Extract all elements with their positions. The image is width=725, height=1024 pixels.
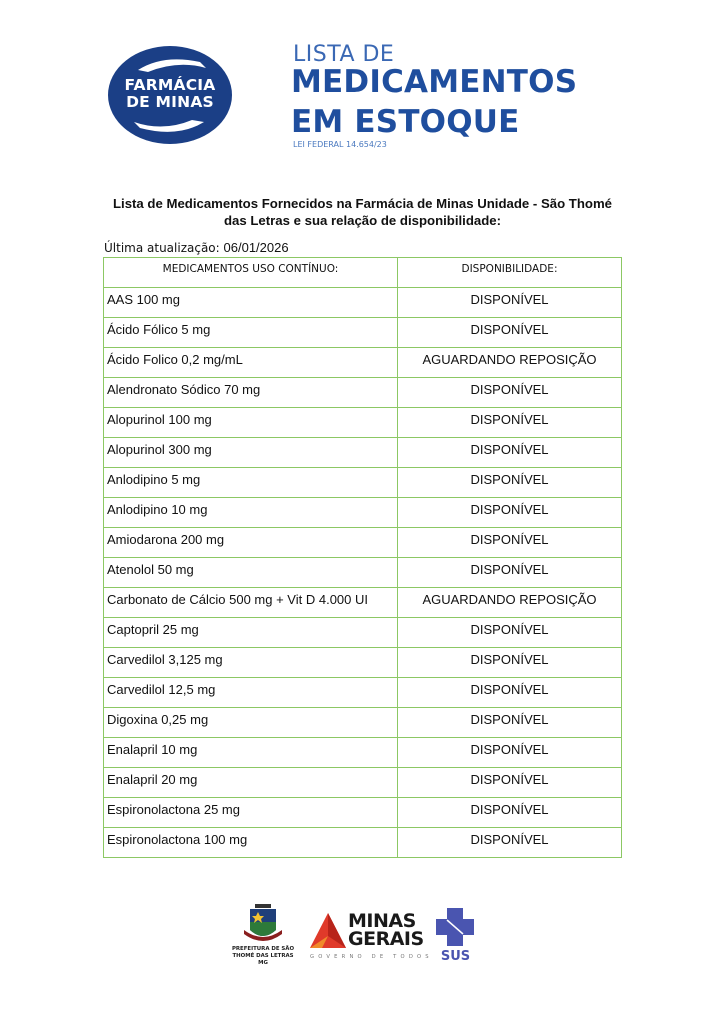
minas-gerais-triangle-icon: [308, 910, 348, 952]
availability-status: DISPONÍVEL: [398, 828, 622, 858]
title-line2: MEDICAMENTOS: [291, 64, 578, 100]
table-row: [104, 528, 622, 558]
table-row: [104, 738, 622, 768]
table-row: [104, 768, 622, 798]
medication-name: Carvedilol 12,5 mg: [104, 678, 398, 708]
medication-name: Carvedilol 3,125 mg: [104, 648, 398, 678]
table-row: [104, 618, 622, 648]
availability-status: DISPONÍVEL: [398, 468, 622, 498]
medication-name: Alendronato Sódico 70 mg: [104, 378, 398, 408]
medication-name: Enalapril 10 mg: [104, 738, 398, 768]
mg-line2: GERAIS: [348, 928, 424, 950]
table-body: [104, 288, 622, 858]
sus-cross-icon: [433, 906, 478, 948]
medication-name: Digoxina 0,25 mg: [104, 708, 398, 738]
logo-text-line1: FARMÁCIA: [124, 76, 216, 94]
column-header-availability: DISPONIBILIDADE:: [398, 258, 622, 288]
availability-status: DISPONÍVEL: [398, 408, 622, 438]
availability-status: DISPONÍVEL: [398, 738, 622, 768]
medication-name: AAS 100 mg: [104, 288, 398, 318]
medication-name: Anlodipino 10 mg: [104, 498, 398, 528]
availability-status: DISPONÍVEL: [398, 558, 622, 588]
availability-status: DISPONÍVEL: [398, 648, 622, 678]
table-row: [104, 408, 622, 438]
availability-status: DISPONÍVEL: [398, 378, 622, 408]
table-row: [104, 798, 622, 828]
table-row: [104, 588, 622, 618]
table-row: [104, 378, 622, 408]
availability-status: DISPONÍVEL: [398, 708, 622, 738]
medication-name: Ácido Folico 0,2 mg/mL: [104, 348, 398, 378]
table-row: [104, 828, 622, 858]
prefeitura-line2: THOMÉ DAS LETRAS MG: [232, 953, 294, 966]
coat-of-arms-icon: [228, 900, 298, 946]
medication-name: Espironolactona 25 mg: [104, 798, 398, 828]
availability-status: DISPONÍVEL: [398, 498, 622, 528]
table-row: [104, 438, 622, 468]
prefeitura-caption: [228, 946, 298, 967]
sus-label: SUS: [440, 949, 471, 964]
law-reference: LEI FEDERAL 14.654/23: [293, 140, 387, 149]
medication-name: Enalapril 20 mg: [104, 768, 398, 798]
medication-name: Alopurinol 100 mg: [104, 408, 398, 438]
document-subtitle: Lista de Medicamentos Fornecidos na Farmácia de Minas Unidade - São Thomé das Letras e sua relação de disponibilidade:: [112, 196, 613, 228]
availability-status: DISPONÍVEL: [398, 318, 622, 348]
prefeitura-line1: PREFEITURA DE SÃO: [231, 946, 295, 952]
logo-text-line2: DE MINAS: [126, 93, 214, 111]
footer-logos: [228, 900, 488, 975]
table-row: [104, 678, 622, 708]
minas-gerais-logo: [308, 910, 433, 970]
medication-name: Carbonato de Cálcio 500 mg + Vit D 4.000 UI: [104, 588, 398, 618]
sus-logo: [433, 906, 478, 968]
medication-name: Ácido Fólico 5 mg: [104, 318, 398, 348]
availability-status: DISPONÍVEL: [398, 678, 622, 708]
availability-status: DISPONÍVEL: [398, 618, 622, 648]
table-row: [104, 318, 622, 348]
availability-status: DISPONÍVEL: [398, 528, 622, 558]
medication-name: Captopril 25 mg: [104, 618, 398, 648]
medication-name: Amiodarona 200 mg: [104, 528, 398, 558]
mg-line1: MINAS: [348, 910, 416, 932]
medication-name: Alopurinol 300 mg: [104, 438, 398, 468]
column-header-medication: MEDICAMENTOS USO CONTÍNUO:: [104, 258, 398, 288]
last-update-label: Última atualização:: [104, 241, 220, 255]
medication-name: Atenolol 50 mg: [104, 558, 398, 588]
title-line1: LISTA DE: [293, 42, 395, 67]
table-row: [104, 498, 622, 528]
farmacia-de-minas-logo: [108, 46, 232, 144]
table-row: [104, 648, 622, 678]
availability-status: DISPONÍVEL: [398, 438, 622, 468]
availability-status: DISPONÍVEL: [398, 288, 622, 318]
table-row: [104, 558, 622, 588]
title-line3: EM ESTOQUE: [291, 104, 520, 140]
table-row: [104, 708, 622, 738]
availability-status: AGUARDANDO REPOSIÇÃO: [398, 588, 622, 618]
availability-status: DISPONÍVEL: [398, 798, 622, 828]
medication-name: Espironolactona 100 mg: [104, 828, 398, 858]
availability-status: AGUARDANDO REPOSIÇÃO: [398, 348, 622, 378]
last-update: [104, 240, 289, 255]
table-row: [104, 288, 622, 318]
last-update-value: 06/01/2026: [223, 240, 289, 255]
table-header-row: [104, 258, 622, 288]
availability-status: DISPONÍVEL: [398, 768, 622, 798]
table-row: [104, 468, 622, 498]
medications-table: [103, 257, 622, 858]
prefeitura-logo: [228, 900, 298, 970]
table-row: [104, 348, 622, 378]
medication-name: Anlodipino 5 mg: [104, 468, 398, 498]
mg-tagline: GOVERNO DE TODOS: [310, 954, 433, 960]
